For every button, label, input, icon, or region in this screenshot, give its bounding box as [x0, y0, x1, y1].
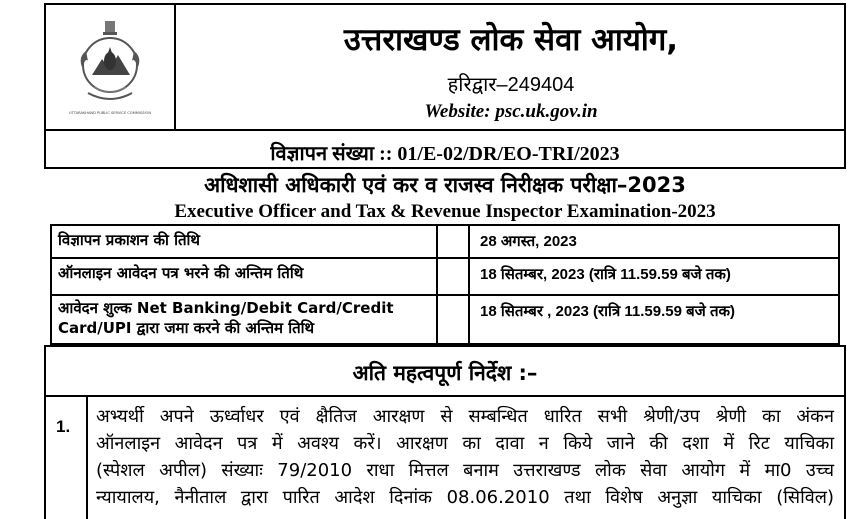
website: Website: psc.uk.gov.in: [424, 101, 598, 122]
exam-title-hindi: अधिशासी अधिकारी एवं कर व राजस्व निरीक्षक परीक्षा–2023: [204, 173, 686, 197]
table-row: [52, 296, 838, 343]
advertisement-number: विज्ञापन संख्या :: 01/E-02/DR/EO-TRI/2023: [270, 143, 620, 165]
number-column: [46, 397, 88, 519]
date-label: विज्ञापन प्रकाशन की तिथि: [52, 226, 438, 257]
spacer-cell: [438, 226, 470, 257]
instructions-heading: अति महत्वपूर्ण निर्देश :–: [46, 347, 844, 397]
date-label-line: आवेदन शुल्क Net Banking/Debit Card/Credit: [58, 299, 394, 317]
paragraph-line: अभ्यर्थी अपने ऊर्ध्वाधर एवं क्षैतिज आरक्षण से सम्बन्धित धारित सभी श्रेणी/उप श्रेणी का अंकन: [96, 406, 834, 427]
date-value: 18 सितम्बर , 2023 (रात्रि 11.59.59 बजे तक): [480, 303, 736, 320]
header-box: [44, 3, 846, 129]
paragraph-line: न्यायालय, नैनीताल द्वारा पारित आदेश दिनांक 08.06.2010 तथा विशेष अनुज्ञा याचिका (सिविल): [96, 487, 834, 508]
date-label: [52, 296, 438, 343]
date-label-line: Card/UPI द्वारा जमा करने की अन्तिम तिथि: [58, 319, 315, 338]
logo-cell: [46, 5, 176, 129]
table-row: [52, 259, 838, 296]
instructions-box: [44, 345, 846, 519]
org-name: उत्तराखण्ड लोक सेवा आयोग,: [343, 22, 679, 58]
date-value: 28 अगस्त, 2023: [480, 233, 577, 250]
instruction-paragraph: [96, 403, 834, 511]
spacer-cell: [438, 296, 470, 343]
date-value: 18 सितम्बर, 2023 (रात्रि 11.59.59 बजे तक): [480, 266, 731, 283]
advertisement-box: [44, 129, 846, 169]
paragraph-line: (स्पेशल अपील) संख्याः 79/2010 राधा मित्तल बनाम उत्तराखण्ड लोक सेवा आयोग में मा0 उच्च: [96, 460, 834, 481]
table-row: [52, 226, 838, 259]
city-pin: हरिद्वार–249404: [447, 74, 575, 96]
logo-caption: UTTARAKHAND PUBLIC SERVICE COMMISSION: [68, 111, 152, 115]
date-label: ऑनलाइन आवेदन पत्र भरने की अन्तिम तिथि: [52, 259, 438, 294]
paragraph-line: ऑनलाइन आवेदन पत्र में अवश्य करें। आरक्षण का दावा न किये जाने की दशा में रिट याचिका: [96, 433, 834, 454]
spacer-cell: [438, 259, 470, 294]
dates-table: [50, 224, 840, 345]
item-number: 1.: [56, 417, 71, 436]
commission-logo-icon: [68, 17, 152, 117]
exam-title-english: Executive Officer and Tax & Revenue Inspector Examination-2023: [174, 201, 716, 222]
